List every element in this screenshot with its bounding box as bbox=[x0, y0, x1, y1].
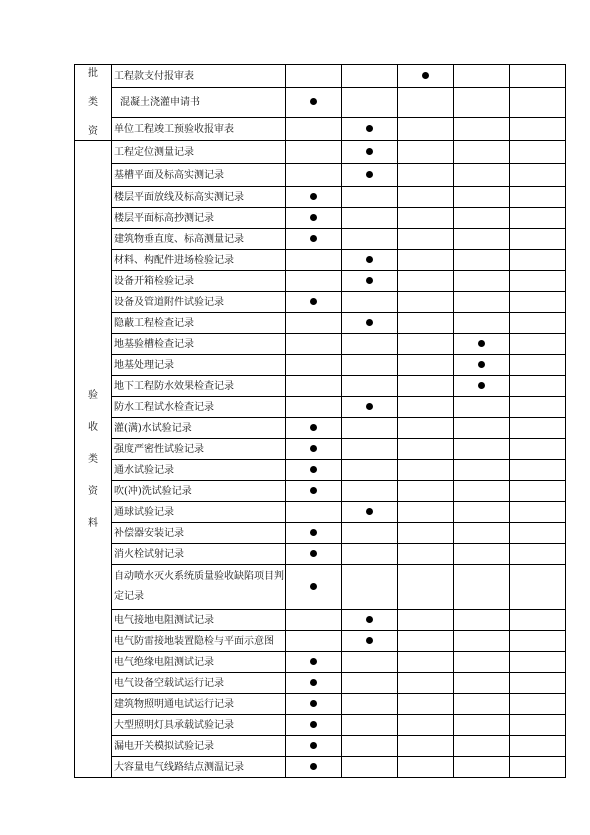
category-char: 批 bbox=[88, 68, 98, 79]
record-name: 电气防雷接地装置隐检与平面示意图 bbox=[112, 631, 286, 652]
table-row bbox=[75, 694, 566, 715]
mark-cell bbox=[454, 439, 510, 460]
mark-cell bbox=[398, 376, 454, 397]
category-char: 类 bbox=[88, 97, 98, 108]
category-cell bbox=[75, 65, 112, 141]
mark-cell bbox=[286, 88, 342, 118]
mark-cell bbox=[510, 271, 566, 292]
mark-cell bbox=[454, 250, 510, 271]
mark-cell bbox=[398, 397, 454, 418]
record-name: 混凝土浇灌申请书 bbox=[112, 88, 286, 118]
table-row bbox=[75, 565, 566, 610]
mark-cell bbox=[342, 673, 398, 694]
mark-cell bbox=[454, 208, 510, 229]
mark-cell bbox=[398, 673, 454, 694]
mark-cell bbox=[454, 118, 510, 141]
mark-cell bbox=[510, 208, 566, 229]
record-name: 楼层平面标高抄测记录 bbox=[112, 208, 286, 229]
mark-cell bbox=[342, 610, 398, 631]
mark-cell bbox=[510, 229, 566, 250]
mark-cell bbox=[286, 141, 342, 164]
mark-cell bbox=[510, 565, 566, 610]
mark-cell bbox=[454, 610, 510, 631]
mark-cell bbox=[342, 141, 398, 164]
category-char: 资 bbox=[88, 485, 98, 497]
mark-cell bbox=[398, 271, 454, 292]
bullet-mark-icon bbox=[478, 340, 485, 347]
category-cell bbox=[75, 141, 112, 778]
table-row bbox=[75, 271, 566, 292]
mark-cell bbox=[398, 502, 454, 523]
record-name: 防水工程试水检查记录 bbox=[112, 397, 286, 418]
mark-cell bbox=[398, 355, 454, 376]
record-name: 大型照明灯具承载试验记录 bbox=[112, 715, 286, 736]
record-name: 楼层平面放线及标高实测记录 bbox=[112, 187, 286, 208]
mark-cell bbox=[398, 118, 454, 141]
record-name: 通水试验记录 bbox=[112, 460, 286, 481]
category-char: 类 bbox=[88, 453, 98, 465]
mark-cell bbox=[286, 418, 342, 439]
mark-cell bbox=[454, 757, 510, 778]
mark-cell bbox=[454, 271, 510, 292]
mark-cell bbox=[342, 523, 398, 544]
mark-cell bbox=[454, 292, 510, 313]
mark-cell bbox=[398, 313, 454, 334]
table-row bbox=[75, 397, 566, 418]
record-name: 吹(冲)洗试验记录 bbox=[112, 481, 286, 502]
mark-cell bbox=[510, 250, 566, 271]
record-name: 建筑物垂直度、标高测量记录 bbox=[112, 229, 286, 250]
record-name: 设备及管道附件试验记录 bbox=[112, 292, 286, 313]
mark-cell bbox=[286, 652, 342, 673]
mark-cell bbox=[286, 523, 342, 544]
bullet-mark-icon bbox=[310, 721, 317, 728]
mark-cell bbox=[286, 208, 342, 229]
mark-cell bbox=[454, 397, 510, 418]
mark-cell bbox=[454, 460, 510, 481]
mark-cell bbox=[510, 757, 566, 778]
table-row bbox=[75, 439, 566, 460]
mark-cell bbox=[342, 313, 398, 334]
bullet-mark-icon bbox=[310, 583, 317, 590]
mark-cell bbox=[342, 544, 398, 565]
bullet-mark-icon bbox=[478, 361, 485, 368]
mark-cell bbox=[398, 610, 454, 631]
mark-cell bbox=[342, 715, 398, 736]
mark-cell bbox=[286, 118, 342, 141]
mark-cell bbox=[286, 229, 342, 250]
mark-cell bbox=[342, 694, 398, 715]
mark-cell bbox=[342, 736, 398, 757]
mark-cell bbox=[398, 187, 454, 208]
mark-cell bbox=[510, 334, 566, 355]
table-row bbox=[75, 502, 566, 523]
bullet-mark-icon bbox=[310, 487, 317, 494]
bullet-mark-icon bbox=[310, 98, 317, 105]
table-row bbox=[75, 652, 566, 673]
table-row bbox=[75, 187, 566, 208]
bullet-mark-icon bbox=[366, 508, 373, 515]
mark-cell bbox=[398, 460, 454, 481]
mark-cell bbox=[342, 250, 398, 271]
mark-cell bbox=[286, 673, 342, 694]
record-name: 隐蔽工程检查记录 bbox=[112, 313, 286, 334]
mark-cell bbox=[286, 250, 342, 271]
mark-cell bbox=[454, 418, 510, 439]
table-row bbox=[75, 292, 566, 313]
bullet-mark-icon bbox=[310, 214, 317, 221]
mark-cell bbox=[342, 397, 398, 418]
category-char: 验 bbox=[88, 389, 98, 401]
mark-cell bbox=[342, 652, 398, 673]
record-name: 工程定位测量记录 bbox=[112, 141, 286, 164]
mark-cell bbox=[342, 208, 398, 229]
mark-cell bbox=[398, 164, 454, 187]
bullet-mark-icon bbox=[366, 319, 373, 326]
mark-cell bbox=[454, 736, 510, 757]
mark-cell bbox=[510, 118, 566, 141]
mark-cell bbox=[454, 164, 510, 187]
mark-cell bbox=[342, 355, 398, 376]
table-row bbox=[75, 610, 566, 631]
mark-cell bbox=[398, 694, 454, 715]
bullet-mark-icon bbox=[366, 403, 373, 410]
category-char: 收 bbox=[88, 421, 98, 433]
mark-cell bbox=[342, 118, 398, 141]
mark-cell bbox=[342, 88, 398, 118]
bullet-mark-icon bbox=[310, 700, 317, 707]
mark-cell bbox=[510, 397, 566, 418]
bullet-mark-icon bbox=[478, 382, 485, 389]
mark-cell bbox=[286, 439, 342, 460]
mark-cell bbox=[286, 502, 342, 523]
record-name: 单位工程竣工预验收报审表 bbox=[112, 118, 286, 141]
mark-cell bbox=[398, 334, 454, 355]
table-row bbox=[75, 523, 566, 544]
mark-cell bbox=[286, 164, 342, 187]
record-name: 电气绝缘电阻测试记录 bbox=[112, 652, 286, 673]
mark-cell bbox=[510, 164, 566, 187]
mark-cell bbox=[510, 631, 566, 652]
table-row bbox=[75, 376, 566, 397]
table-row bbox=[75, 715, 566, 736]
mark-cell bbox=[398, 292, 454, 313]
table-row bbox=[75, 88, 566, 118]
bullet-mark-icon bbox=[310, 658, 317, 665]
mark-cell bbox=[398, 523, 454, 544]
mark-cell bbox=[454, 544, 510, 565]
mark-cell bbox=[398, 250, 454, 271]
record-name: 补偿器安装记录 bbox=[112, 523, 286, 544]
record-name: 电气接地电阻测试记录 bbox=[112, 610, 286, 631]
table-row bbox=[75, 141, 566, 164]
mark-cell bbox=[286, 757, 342, 778]
bullet-mark-icon bbox=[422, 72, 429, 79]
mark-cell bbox=[342, 439, 398, 460]
mark-cell bbox=[286, 65, 342, 88]
record-name: 地基处理记录 bbox=[112, 355, 286, 376]
mark-cell bbox=[398, 481, 454, 502]
mark-cell bbox=[342, 229, 398, 250]
table-row bbox=[75, 355, 566, 376]
record-name: 大容量电气线路结点测温记录 bbox=[112, 757, 286, 778]
table-row bbox=[75, 460, 566, 481]
mark-cell bbox=[454, 187, 510, 208]
mark-cell bbox=[342, 271, 398, 292]
table-row bbox=[75, 631, 566, 652]
mark-cell bbox=[398, 631, 454, 652]
record-name: 材料、构配件进场检验记录 bbox=[112, 250, 286, 271]
mark-cell bbox=[286, 355, 342, 376]
table-row bbox=[75, 673, 566, 694]
mark-cell bbox=[454, 481, 510, 502]
mark-cell bbox=[398, 65, 454, 88]
table-row bbox=[75, 757, 566, 778]
category-char: 资 bbox=[88, 126, 98, 137]
mark-cell bbox=[454, 502, 510, 523]
mark-cell bbox=[342, 481, 398, 502]
record-name: 建筑物照明通电试运行记录 bbox=[112, 694, 286, 715]
bullet-mark-icon bbox=[366, 277, 373, 284]
mark-cell bbox=[286, 565, 342, 610]
mark-cell bbox=[286, 736, 342, 757]
mark-cell bbox=[342, 376, 398, 397]
mark-cell bbox=[342, 418, 398, 439]
table-row bbox=[75, 334, 566, 355]
mark-cell bbox=[342, 65, 398, 88]
mark-cell bbox=[510, 694, 566, 715]
mark-cell bbox=[398, 544, 454, 565]
mark-cell bbox=[510, 88, 566, 118]
record-name: 电气设备空载试运行记录 bbox=[112, 673, 286, 694]
mark-cell bbox=[286, 376, 342, 397]
mark-cell bbox=[454, 652, 510, 673]
record-name: 通球试验记录 bbox=[112, 502, 286, 523]
mark-cell bbox=[454, 523, 510, 544]
mark-cell bbox=[510, 141, 566, 164]
bullet-mark-icon bbox=[310, 679, 317, 686]
mark-cell bbox=[286, 334, 342, 355]
category-char: 料 bbox=[88, 517, 98, 529]
record-name: 消火栓试射记录 bbox=[112, 544, 286, 565]
mark-cell bbox=[286, 313, 342, 334]
record-name: 设备开箱检验记录 bbox=[112, 271, 286, 292]
mark-cell bbox=[342, 502, 398, 523]
table-row bbox=[75, 164, 566, 187]
table-row bbox=[75, 65, 566, 88]
mark-cell bbox=[286, 397, 342, 418]
bullet-mark-icon bbox=[310, 424, 317, 431]
mark-cell bbox=[454, 141, 510, 164]
bullet-mark-icon bbox=[366, 125, 373, 132]
mark-cell bbox=[286, 631, 342, 652]
record-name: 基槽平面及标高实测记录 bbox=[112, 164, 286, 187]
mark-cell bbox=[510, 187, 566, 208]
mark-cell bbox=[286, 271, 342, 292]
bullet-mark-icon bbox=[310, 550, 317, 557]
mark-cell bbox=[398, 565, 454, 610]
table-row bbox=[75, 481, 566, 502]
mark-cell bbox=[342, 565, 398, 610]
mark-cell bbox=[286, 460, 342, 481]
bullet-mark-icon bbox=[366, 171, 373, 178]
bullet-mark-icon bbox=[310, 193, 317, 200]
mark-cell bbox=[342, 164, 398, 187]
mark-cell bbox=[286, 694, 342, 715]
mark-cell bbox=[454, 694, 510, 715]
table-row bbox=[75, 313, 566, 334]
category-label bbox=[75, 389, 111, 530]
table-row bbox=[75, 736, 566, 757]
document-table bbox=[74, 64, 566, 778]
mark-cell bbox=[342, 460, 398, 481]
mark-cell bbox=[454, 715, 510, 736]
mark-cell bbox=[510, 481, 566, 502]
mark-cell bbox=[454, 355, 510, 376]
mark-cell bbox=[398, 715, 454, 736]
bullet-mark-icon bbox=[310, 529, 317, 536]
mark-cell bbox=[398, 418, 454, 439]
mark-cell bbox=[286, 715, 342, 736]
bullet-mark-icon bbox=[310, 235, 317, 242]
table-row bbox=[75, 418, 566, 439]
mark-cell bbox=[510, 313, 566, 334]
mark-cell bbox=[454, 229, 510, 250]
mark-cell bbox=[398, 652, 454, 673]
mark-cell bbox=[510, 736, 566, 757]
mark-cell bbox=[286, 481, 342, 502]
mark-cell bbox=[398, 208, 454, 229]
mark-cell bbox=[342, 292, 398, 313]
record-name: 灌(满)水试验记录 bbox=[112, 418, 286, 439]
mark-cell bbox=[510, 460, 566, 481]
bullet-mark-icon bbox=[310, 742, 317, 749]
mark-cell bbox=[510, 652, 566, 673]
mark-cell bbox=[510, 292, 566, 313]
mark-cell bbox=[510, 544, 566, 565]
bullet-mark-icon bbox=[310, 466, 317, 473]
mark-cell bbox=[398, 88, 454, 118]
mark-cell bbox=[510, 65, 566, 88]
mark-cell bbox=[510, 610, 566, 631]
table-row bbox=[75, 118, 566, 141]
mark-cell bbox=[342, 334, 398, 355]
mark-cell bbox=[398, 757, 454, 778]
mark-cell bbox=[510, 715, 566, 736]
mark-cell bbox=[510, 376, 566, 397]
bullet-mark-icon bbox=[366, 616, 373, 623]
record-name: 地基验槽检查记录 bbox=[112, 334, 286, 355]
mark-cell bbox=[342, 757, 398, 778]
bullet-mark-icon bbox=[366, 256, 373, 263]
record-name: 自动喷水灭火系统质量验收缺陷项目判定记录 bbox=[112, 565, 286, 610]
bullet-mark-icon bbox=[310, 445, 317, 452]
mark-cell bbox=[398, 439, 454, 460]
mark-cell bbox=[398, 229, 454, 250]
mark-cell bbox=[510, 439, 566, 460]
mark-cell bbox=[286, 610, 342, 631]
table-row bbox=[75, 229, 566, 250]
mark-cell bbox=[510, 673, 566, 694]
record-name: 强度严密性试验记录 bbox=[112, 439, 286, 460]
table-row bbox=[75, 544, 566, 565]
mark-cell bbox=[454, 565, 510, 610]
mark-cell bbox=[398, 141, 454, 164]
mark-cell bbox=[510, 502, 566, 523]
mark-cell bbox=[510, 355, 566, 376]
mark-cell bbox=[342, 631, 398, 652]
bullet-mark-icon bbox=[310, 763, 317, 770]
bullet-mark-icon bbox=[366, 148, 373, 155]
mark-cell bbox=[454, 376, 510, 397]
mark-cell bbox=[510, 523, 566, 544]
record-name: 地下工程防水效果检查记录 bbox=[112, 376, 286, 397]
mark-cell bbox=[286, 187, 342, 208]
record-name: 漏电开关模拟试验记录 bbox=[112, 736, 286, 757]
bullet-mark-icon bbox=[310, 298, 317, 305]
mark-cell bbox=[454, 313, 510, 334]
bullet-mark-icon bbox=[366, 637, 373, 644]
category-label bbox=[75, 67, 111, 138]
mark-cell bbox=[454, 631, 510, 652]
record-name: 工程款支付报审表 bbox=[112, 65, 286, 88]
mark-cell bbox=[454, 334, 510, 355]
mark-cell bbox=[454, 88, 510, 118]
mark-cell bbox=[510, 418, 566, 439]
mark-cell bbox=[342, 187, 398, 208]
mark-cell bbox=[454, 65, 510, 88]
mark-cell bbox=[286, 544, 342, 565]
mark-cell bbox=[454, 673, 510, 694]
table-row bbox=[75, 250, 566, 271]
mark-cell bbox=[286, 292, 342, 313]
table-row bbox=[75, 208, 566, 229]
mark-cell bbox=[398, 736, 454, 757]
